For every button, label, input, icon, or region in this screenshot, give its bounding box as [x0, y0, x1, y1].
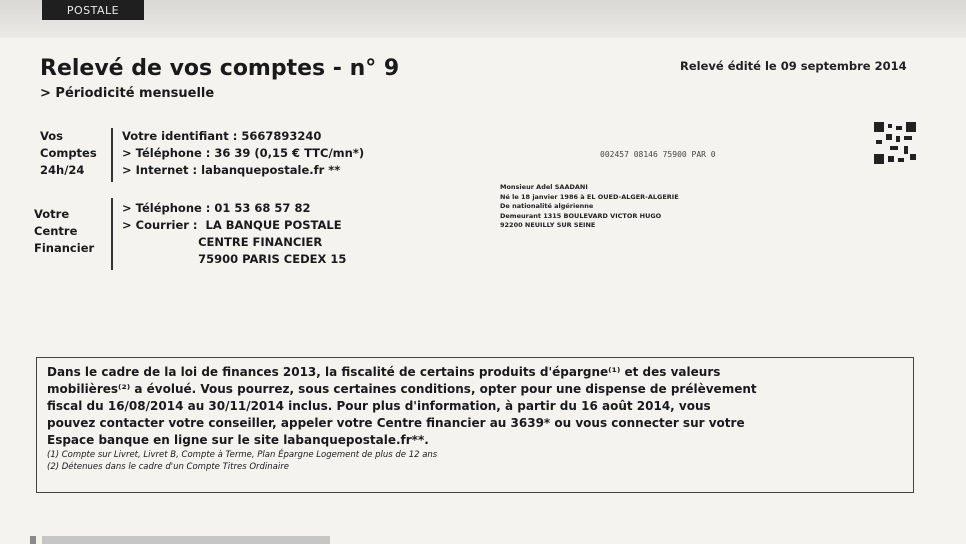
page-title: Relevé de vos comptes - n° 9 — [40, 56, 400, 81]
notice-line: pouvez contacter votre conseiller, appeler votre Centre financier au 3639* ou vous connecter sur votre — [47, 416, 745, 430]
notice-line: mobilières⁽²⁾ a évolué. Vous pourrez, sous certaines conditions, opter pour une dispense de prélèvement — [47, 382, 757, 396]
vos-comptes-label — [40, 128, 120, 179]
identifiant-line: Votre identifiant : 5667893240 — [122, 129, 322, 143]
address-line: De nationalité algérienne — [500, 202, 594, 210]
footnote: (2) Détenues dans le cadre d'un Compte Titres Ordinaire — [47, 462, 289, 472]
edition-date: Relevé édité le 09 septembre 2014 — [680, 59, 907, 73]
cf-courrier-line: CENTRE FINANCIER — [122, 235, 323, 249]
notice-line: fiscal du 16/08/2014 au 30/11/2014 inclus. Pour plus d'information, à partir du 16 août 2014, vous — [47, 399, 711, 413]
label-line: Votre — [34, 207, 70, 221]
divider — [111, 198, 113, 270]
footnote: (1) Compte sur Livret, Livret B, Compte à Terme, Plan Épargne Logement de plus de 12 ans — [47, 450, 438, 460]
address-line: Monsieur Adel SAADANI — [500, 183, 588, 191]
telephone-line: > Téléphone : 36 39 (0,15 € TTC/mn*) — [122, 146, 365, 160]
label-line: Vos — [40, 129, 64, 143]
recipient-address — [500, 183, 679, 231]
internet-line: > Internet : labanquepostale.fr ** — [122, 163, 341, 177]
cf-courrier-line: > Courrier : LA BANQUE POSTALE — [122, 218, 342, 232]
scan-bottom-edge — [30, 536, 330, 544]
logo-text: POSTALE — [66, 3, 120, 17]
divider — [111, 128, 113, 182]
vos-comptes-info — [122, 128, 364, 179]
scan-top-band — [0, 0, 966, 38]
notice-line: Dans le cadre de la loi de finances 2013, la fiscalité de certains produits d'épargne⁽¹⁾ et des valeurs — [47, 365, 721, 379]
centre-financier-label — [34, 206, 114, 257]
label-line: Financier — [34, 241, 95, 255]
address-line: 92200 NEUILLY SUR SEINE — [500, 221, 596, 229]
cf-courrier-line: 75900 PARIS CEDEX 15 — [122, 252, 347, 266]
address-line: Demeurant 1315 BOULEVARD VICTOR HUGO — [500, 211, 662, 220]
postal-code-line: 002457 08146 75900 PAR 0 — [600, 150, 716, 159]
tax-notice-box — [36, 357, 914, 493]
address-line: Né le 18 janvier 1986 à EL OUED-ALGER-ALGERIE — [500, 192, 679, 201]
qr-code-icon — [872, 120, 918, 166]
bank-logo — [42, 0, 144, 20]
cf-telephone-line: > Téléphone : 01 53 68 57 82 — [122, 201, 311, 215]
notice-line: Espace banque en ligne sur le site labanquepostale.fr**. — [47, 433, 429, 447]
label-line: Centre — [34, 224, 78, 238]
label-line: 24h/24 — [40, 163, 85, 177]
label-line: Comptes — [40, 146, 97, 160]
periodicity-subtitle: > Périodicité mensuelle — [40, 86, 215, 101]
centre-financier-info — [122, 200, 346, 268]
